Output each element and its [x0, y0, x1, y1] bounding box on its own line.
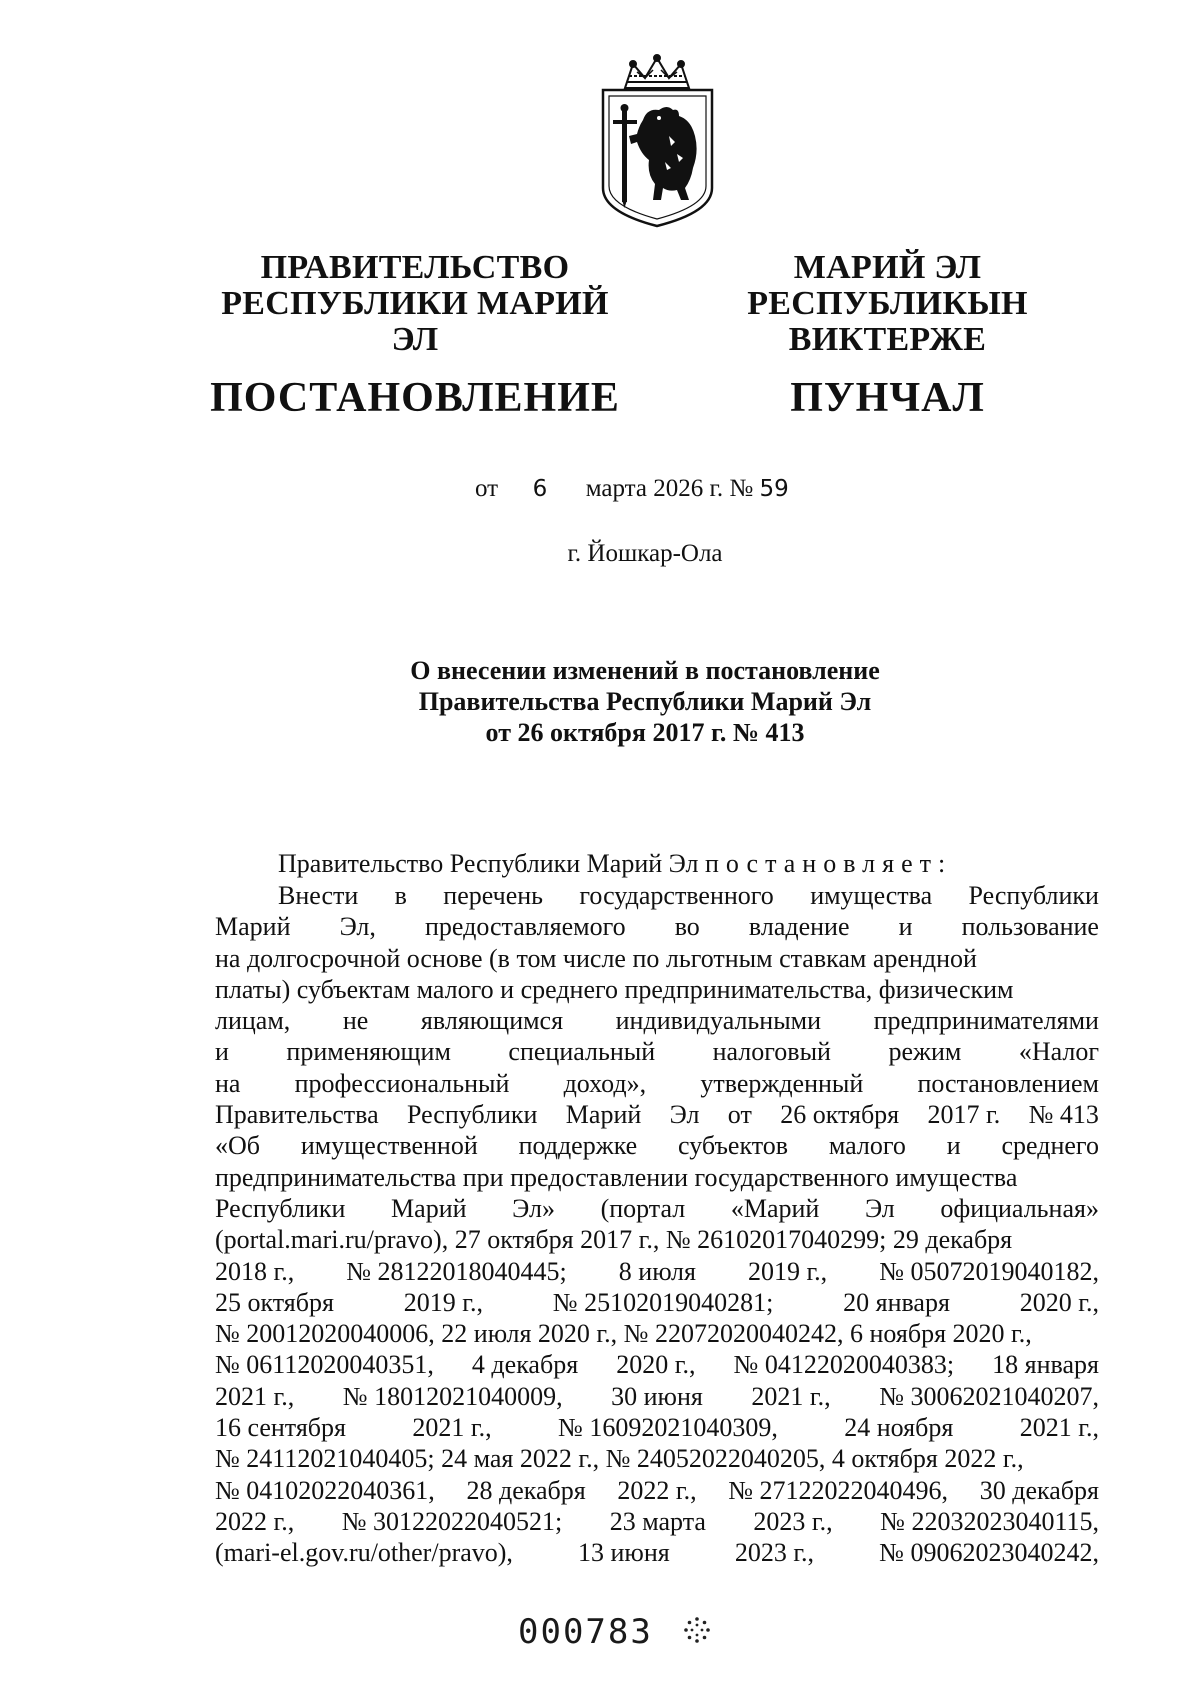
body-line — [215, 1506, 1099, 1537]
body-word: пользование — [961, 912, 1099, 942]
body-word: (портал — [600, 1193, 686, 1223]
body-line — [215, 1443, 1099, 1474]
coat-of-arms-icon — [595, 50, 720, 230]
body-word: (mari-el.gov.ru/other/pravo), — [215, 1538, 513, 1568]
body-word: Марий — [565, 1100, 642, 1130]
serial-number: 000783 — [518, 1612, 653, 1652]
intro-paragraph — [278, 849, 952, 879]
body-word: 23 марта — [609, 1506, 706, 1536]
body-word: 13 июня — [578, 1538, 670, 1568]
body-word: 2020 г., — [1019, 1287, 1099, 1317]
body-word: Внести — [278, 881, 359, 910]
body-line — [215, 1099, 1099, 1130]
date-line — [475, 475, 789, 503]
body-word: № 06112020040351, — [215, 1350, 434, 1380]
body-word: предоставляемого — [424, 912, 626, 942]
body-line — [215, 943, 1099, 974]
body-word: 2021 г., — [1019, 1413, 1099, 1443]
body-word: «Марий — [730, 1193, 820, 1223]
header-left — [205, 250, 625, 420]
body-word: 2022 г., — [215, 1506, 295, 1536]
intro-prefix: Правительство Республики Марий Эл — [278, 849, 699, 878]
body-word: «Налог — [1018, 1037, 1099, 1067]
document-title — [0, 655, 1200, 748]
body-line — [215, 1475, 1099, 1506]
body-line — [215, 1537, 1099, 1568]
body-line — [215, 1412, 1099, 1443]
body-word: имущественной — [300, 1131, 478, 1161]
body-word: 2018 г., — [215, 1256, 295, 1286]
body-word: № 20012020040006, 22 июля 2020 г., № 22072020040242, 6 ноября 2020 г., — [215, 1319, 1032, 1349]
date-day: 6 — [532, 476, 548, 502]
body-word: 20 января — [843, 1287, 950, 1317]
date-prefix: от — [475, 475, 499, 502]
body-word: № 18012021040009, — [342, 1381, 563, 1411]
body-word: доход», — [563, 1068, 647, 1098]
body-word: Эл, — [339, 912, 376, 942]
body-line — [215, 1224, 1099, 1255]
body-word: 2020 г., — [616, 1350, 696, 1380]
body-word: режим — [888, 1037, 962, 1067]
body-word: субъектов — [678, 1131, 789, 1161]
body-word: 16 сентября — [215, 1413, 346, 1443]
city: г. Йошкар-Ола — [567, 540, 723, 567]
body-line — [215, 1005, 1099, 1036]
body-word: малого — [828, 1131, 906, 1161]
body-line — [215, 1068, 1099, 1099]
body-word: Эл — [669, 1100, 700, 1130]
body-line — [215, 974, 1099, 1005]
body-word: Марий — [391, 1193, 467, 1223]
body-word: утвержденный — [700, 1068, 864, 1098]
date-rest: марта 2026 г. № — [585, 475, 754, 502]
body-word: № 413 — [1028, 1100, 1099, 1130]
body-word: Эл» — [512, 1193, 555, 1223]
body-word: 4 декабря — [471, 1350, 579, 1380]
body-word: № 30062021040207, — [879, 1381, 1099, 1411]
header-right — [665, 250, 1110, 420]
body-word: 28 декабря — [466, 1475, 586, 1505]
body-word: постановлением — [917, 1068, 1099, 1098]
body-word: 2021 г., — [751, 1381, 831, 1411]
body-word: Правительства — [215, 1100, 379, 1130]
body-word: применяющим — [286, 1037, 451, 1067]
body-word: в — [394, 881, 407, 910]
body-word: № 30122022040521; — [341, 1506, 563, 1536]
body-line — [215, 1287, 1099, 1318]
body-word: специальный — [508, 1037, 656, 1067]
body-word: на — [215, 1068, 241, 1098]
body-word: являющимся — [420, 1006, 564, 1036]
body-word: 2022 г., — [617, 1475, 697, 1505]
body-word: № 27122022040496, — [728, 1475, 949, 1505]
body-word: 26 октября — [780, 1100, 900, 1130]
body-word: Марий — [215, 912, 291, 942]
body-line — [215, 880, 1099, 911]
body-line — [215, 1318, 1099, 1349]
body-word: Эл — [864, 1193, 895, 1223]
body-word: и — [215, 1037, 229, 1067]
body-text — [215, 880, 1099, 1569]
title-line: от 26 октября 2017 г. № 413 — [485, 718, 805, 747]
doc-type: ПОСТАНОВЛЕНИЕ — [210, 375, 620, 421]
body-word: 2017 г. — [927, 1100, 1001, 1130]
body-word: № 24112021040405; 24 мая 2022 г., № 24052022040205, 4 октября 2022 г., — [215, 1444, 1024, 1474]
body-word: № 05072019040182, — [879, 1256, 1099, 1286]
body-word: 30 июня — [611, 1381, 703, 1411]
org-name-line1: ПРАВИТЕЛЬСТВО — [260, 249, 570, 286]
body-word: среднего — [1001, 1131, 1099, 1161]
body-line — [215, 1162, 1099, 1193]
body-word: платы) субъектам малого и среднего предпринимательства, физическим — [215, 974, 1014, 1004]
org-name-line2: РЕСПУБЛИКИ МАРИЙ ЭЛ — [221, 285, 609, 358]
body-word: 18 января — [992, 1350, 1099, 1380]
body-word: 25 октября — [215, 1287, 334, 1317]
body-line — [215, 1036, 1099, 1067]
body-word: № 04102022040361, — [215, 1475, 435, 1505]
body-word: Республики — [406, 1100, 538, 1130]
body-word: (portal.mari.ru/pravo), 27 октября 2017 г., № 26102017040299; 29 декабря — [215, 1225, 1013, 1255]
body-word: 8 июля — [618, 1256, 696, 1286]
title-line: Правительства Республики Марий Эл — [418, 687, 872, 716]
org-name-mari-line1: МАРИЙ ЭЛ РЕСПУБЛИКЫН — [747, 249, 1028, 322]
title-line: О внесении изменений в постановление — [410, 656, 880, 685]
body-word: владение — [748, 912, 850, 942]
body-word: индивидуальными — [615, 1006, 822, 1036]
body-word: лицам, — [215, 1006, 291, 1036]
body-word: имущества — [810, 881, 933, 910]
body-word: государственного — [579, 881, 774, 910]
body-word: «Об — [215, 1131, 261, 1161]
body-line — [215, 911, 1099, 942]
body-line — [215, 1349, 1099, 1380]
body-word: поддержке — [518, 1131, 638, 1161]
body-line — [215, 1256, 1099, 1287]
body-word: не — [342, 1006, 369, 1036]
body-word: перечень — [443, 881, 544, 910]
doc-number: 59 — [759, 476, 789, 502]
body-word: Республики — [215, 1193, 346, 1223]
body-word: № 25102019040281; — [552, 1287, 774, 1317]
body-word: предпринимательства при предоставлении государственного имущества — [215, 1162, 1018, 1192]
org-name-mari-line2: ВИКТЕРЖЕ — [788, 321, 987, 358]
body-word: № 16092021040309, — [558, 1413, 778, 1443]
body-word: 2023 г., — [753, 1506, 833, 1536]
body-word: на долгосрочной основе (в том числе по льготным ставкам арендной — [215, 943, 977, 973]
body-word: предпринимателями — [873, 1006, 1099, 1036]
body-word: № 22032023040115, — [880, 1506, 1099, 1536]
body-line — [215, 1130, 1099, 1161]
body-word: 2019 г., — [747, 1256, 828, 1286]
body-line — [215, 1193, 1099, 1224]
body-word: 2019 г., — [403, 1287, 483, 1317]
body-word: 2021 г., — [215, 1381, 295, 1411]
doc-type-mari: ПУНЧАЛ — [790, 375, 985, 421]
body-word: от — [727, 1100, 752, 1130]
intro-verb: постановляет: — [704, 849, 953, 878]
body-word: 30 декабря — [979, 1475, 1099, 1505]
body-word: профессиональный — [294, 1068, 510, 1098]
body-line — [215, 1381, 1099, 1412]
body-word: № 28122018040445; — [346, 1256, 567, 1286]
body-word: № 04122020040383; — [733, 1350, 955, 1380]
body-word: 24 ноября — [844, 1413, 954, 1443]
dotted-mark-icon — [683, 1616, 711, 1644]
body-word: официальная» — [940, 1193, 1099, 1223]
body-word: Республики — [968, 881, 1099, 910]
body-word: налоговый — [712, 1037, 831, 1067]
body-word: 2021 г., — [412, 1413, 492, 1443]
body-word: № 09062023040242, — [879, 1538, 1099, 1568]
body-word: 2023 г., — [734, 1538, 815, 1568]
body-word: и — [898, 912, 913, 942]
body-word: во — [674, 912, 700, 942]
body-word: и — [946, 1131, 961, 1161]
